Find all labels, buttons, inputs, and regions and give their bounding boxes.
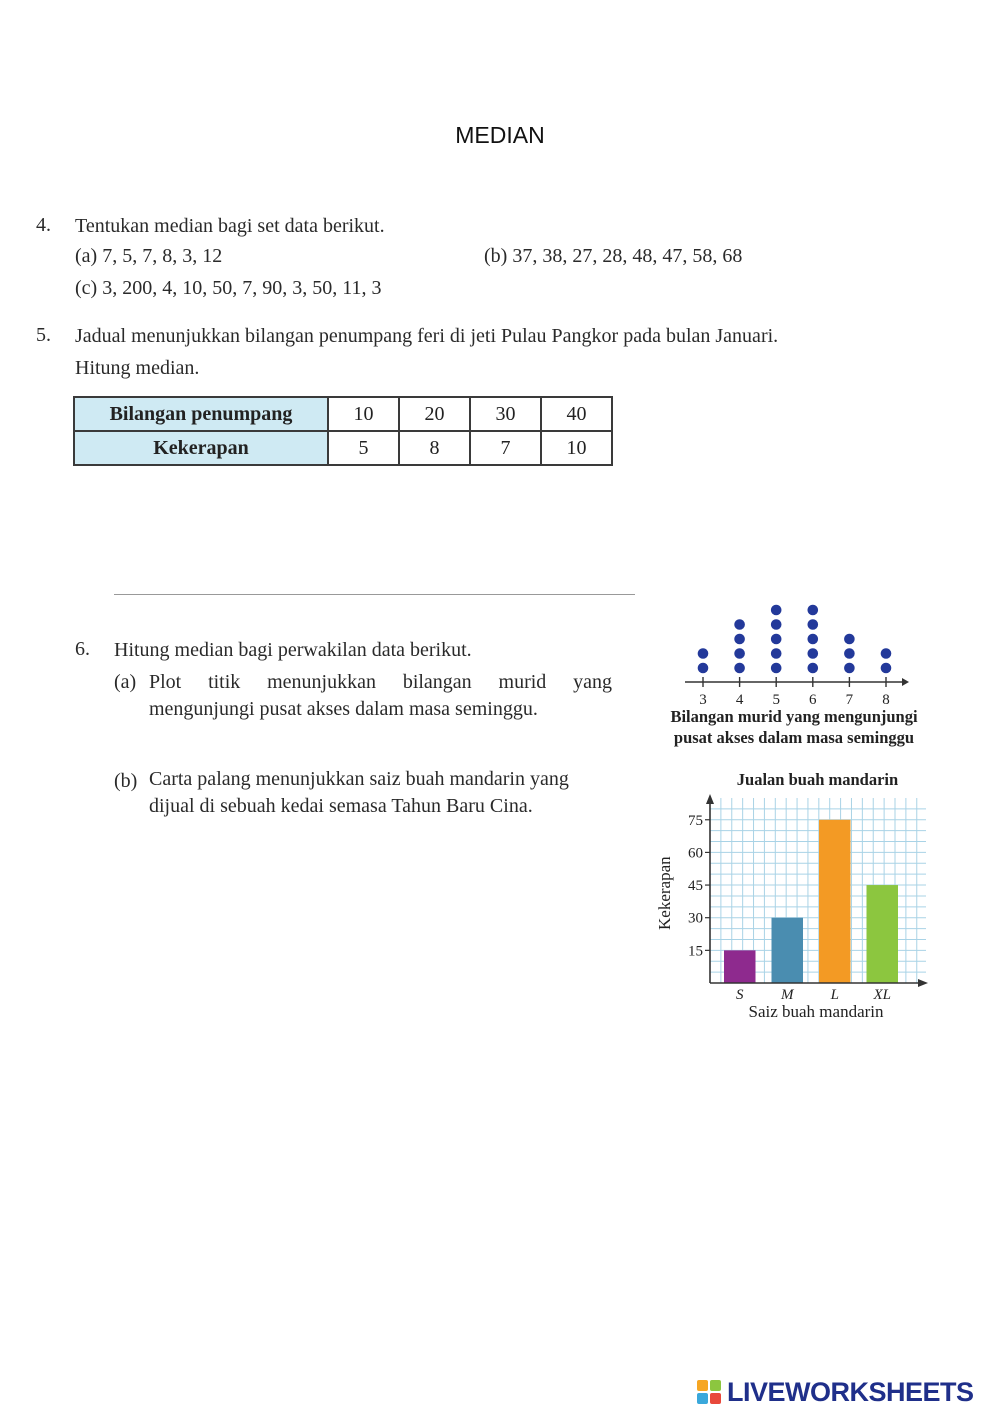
bar (819, 820, 851, 983)
dot-plot-tick-label: 8 (882, 692, 890, 708)
dot-plot-point (771, 663, 782, 674)
bar-chart-x-label: Saiz buah mandarin (748, 1002, 884, 1021)
question-4-text: Tentukan median bagi set data berikut. (75, 215, 385, 237)
dot-plot-point (808, 648, 819, 659)
page-title: MEDIAN (455, 122, 545, 148)
dot-plot-caption-line2: pusat akses dalam masa seminggu (673, 728, 915, 747)
dot-plot-tick-label: 6 (809, 692, 817, 708)
question-6b-line1: Carta palang menunjukkan saiz buah mandarin yang (149, 768, 569, 790)
x-tick-label: XL (873, 987, 892, 1002)
table-cell: 20 (399, 397, 470, 431)
dot-plot-point (771, 605, 782, 616)
question-4b: (b) 37, 38, 27, 28, 48, 47, 58, 68 (484, 245, 743, 267)
bar-chart-title: Jualan buah mandarin (736, 770, 899, 789)
axis-arrow-icon (902, 678, 909, 686)
question-6b-label: (b) (114, 770, 138, 792)
dot-plot-tick-label: 5 (772, 692, 780, 708)
question-6a-label: (a) (114, 671, 137, 693)
y-tick-label: 15 (688, 943, 703, 960)
dot-plot-point (771, 619, 782, 630)
bar (867, 885, 899, 983)
bar (724, 950, 756, 983)
dot-plot-tick-label: 4 (735, 692, 744, 708)
x-tick-label: M (781, 987, 794, 1002)
dot-plot-tick-label: 3 (699, 692, 707, 708)
dot-plot-point (844, 663, 855, 674)
bar-chart-y-label: Kekerapan (655, 856, 674, 930)
question-4a: (a) 7, 5, 7, 8, 3, 12 (75, 245, 223, 267)
dot-plot-caption-line1: Bilangan murid yang mengunjungi (670, 707, 918, 726)
dot-plot-point (808, 663, 819, 674)
dot-plot (680, 598, 910, 708)
liveworksheets-logo (697, 1374, 974, 1410)
table-cell: 30 (470, 397, 541, 431)
y-axis-arrow-icon (706, 794, 714, 804)
answer-line (114, 594, 635, 595)
x-tick-label: L (830, 987, 839, 1002)
logo-square (710, 1380, 721, 1391)
dot-plot-point (698, 648, 709, 659)
table-cell: 10 (328, 397, 399, 431)
dot-plot-point (881, 648, 892, 659)
question-6a-text: Plot titik menunjukkan bilangan murid yang mengunjungi pusat akses dalam masa seminggu. (149, 671, 612, 720)
dot-plot-point (698, 663, 709, 674)
dot-plot-point (844, 634, 855, 645)
table-header-kekerapan: Kekerapan (74, 431, 328, 465)
dot-plot-point (808, 605, 819, 616)
question-4c: (c) 3, 200, 4, 10, 50, 7, 90, 3, 50, 11, 3 (75, 277, 382, 299)
table-row (74, 397, 612, 431)
table-cell: 10 (541, 431, 612, 465)
frequency-table (73, 396, 613, 466)
question-6b-line2: dijual di sebuah kedai semasa Tahun Baru Cina. (149, 795, 533, 817)
question-6-number: 6. (75, 638, 90, 660)
table-cell: 8 (399, 431, 470, 465)
bar-chart (660, 790, 940, 1002)
table-header-bilangan: Bilangan penumpang (74, 397, 328, 431)
table-cell: 40 (541, 397, 612, 431)
y-tick-label: 60 (688, 845, 703, 862)
dot-plot-point (844, 648, 855, 659)
x-tick-label: S (736, 987, 744, 1002)
logo-square (697, 1380, 708, 1391)
dot-plot-point (734, 634, 745, 645)
dot-plot-point (808, 619, 819, 630)
x-axis-arrow-icon (918, 979, 928, 987)
dot-plot-point (881, 663, 892, 674)
table-row (74, 431, 612, 465)
dot-plot-point (734, 619, 745, 630)
logo-square (697, 1393, 708, 1404)
question-5-line2: Hitung median. (75, 357, 200, 379)
bar (772, 918, 804, 983)
dot-plot-point (808, 634, 819, 645)
dot-plot-tick-label: 7 (845, 692, 854, 708)
liveworksheets-logo-icon (697, 1380, 721, 1404)
dot-plot-point (734, 648, 745, 659)
liveworksheets-logo-text: LIVEWORKSHEETS (727, 1376, 974, 1407)
question-4-number: 4. (36, 214, 51, 236)
question-6-text: Hitung median bagi perwakilan data berikut. (114, 639, 472, 661)
table-cell: 7 (470, 431, 541, 465)
y-tick-label: 45 (688, 878, 703, 895)
dot-plot-caption (648, 706, 940, 748)
dot-plot-point (771, 648, 782, 659)
logo-square (710, 1393, 721, 1404)
question-5-line1: Jadual menunjukkan bilangan penumpang feri di jeti Pulau Pangkor pada bulan Januari. (75, 325, 779, 347)
dot-plot-point (771, 634, 782, 645)
dot-plot-point (734, 663, 745, 674)
question-5-number: 5. (36, 324, 51, 346)
y-tick-label: 75 (688, 812, 703, 829)
y-tick-label: 30 (688, 910, 703, 927)
table-cell: 5 (328, 431, 399, 465)
